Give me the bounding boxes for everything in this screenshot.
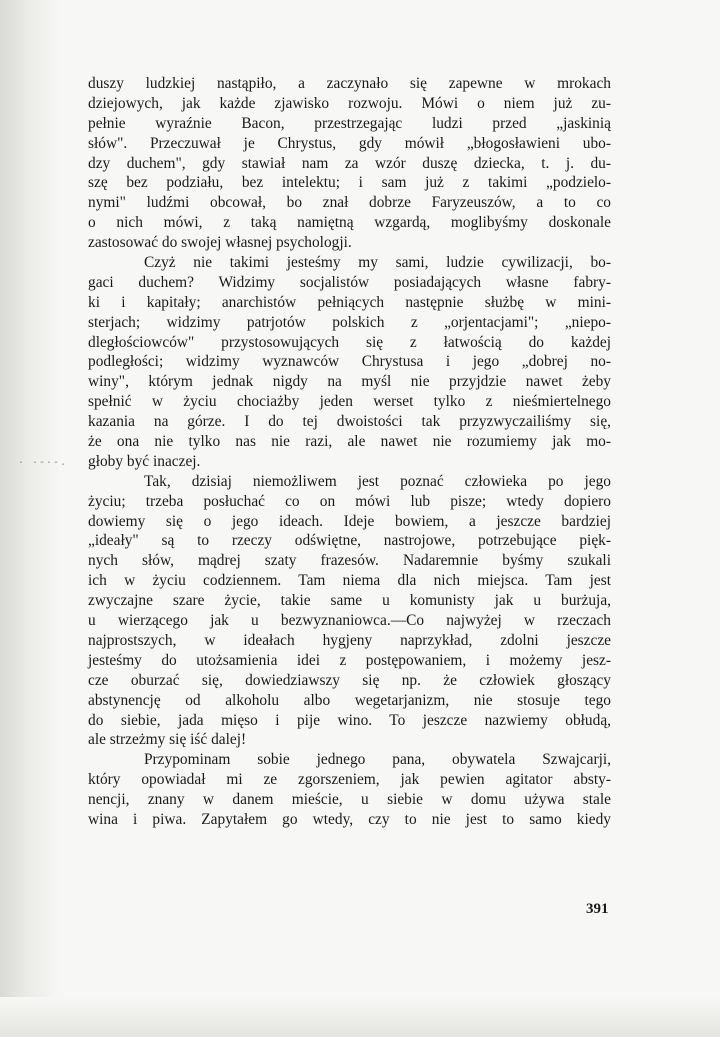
text-line: słów". Przeczuwał je Chrystus, gdy mówił „błogosławieni ubo-: [88, 134, 611, 152]
text-line: ale strzeżmy się iść dalej!: [88, 731, 247, 749]
text-line: dziejowych, jak każde zjawisko rozwoju. Mówi o niem już zu-: [88, 94, 611, 112]
binding-gutter-shadow: [0, 0, 60, 1037]
text-line: nymi" ludźmi obcował, bo znał dobrze Faryzeuszów, a to co: [88, 194, 611, 212]
text-line: Tak, dzisiaj niemożliwem jest poznać człowieka po jego: [144, 472, 611, 490]
text-line: zastosować do swojej własnej psychologji.: [88, 234, 352, 252]
text-line: ich w życiu codziennem. Tam niema dla nich miejsca. Tam jest: [88, 572, 611, 590]
text-line: „ideały" są to rzeczy odświętne, nastrojowe, potrzebujące pięk-: [88, 532, 611, 550]
text-line: abstynencję od alkoholu albo wegetarjanizm, nie stosuje tego: [88, 691, 611, 709]
page-number: 391: [586, 901, 609, 917]
text-line: u wierzącego jak u bezwyznaniowca.—Co najwyżej w rzeczach: [88, 612, 611, 630]
text-line: Przypominam sobie jednego pana, obywatela Szwajcarji,: [144, 751, 611, 769]
text-line: duszy ludzkiej nastąpiło, a zaczynało się zapewne w mrokach: [88, 75, 611, 92]
text-line: winy", którym jednak nigdy na myśl nie przyjdzie nawet żeby: [88, 373, 611, 391]
text-line: gaci duchem? Widzimy socjalistów posiadających własne fabry-: [88, 273, 611, 291]
text-line: kazania na górze. I do tej dwoistości tak przyzwyczailiśmy się,: [88, 413, 611, 431]
text-line: nencji, znany w danem mieście, u siebie w domu używa stale: [88, 791, 611, 809]
text-line: dowiemy się o jego ideach. Ideje bowiem, a jeszcze bardziej: [88, 512, 611, 530]
text-line: cze oburzać się, dowiedziawszy się np. że człowiek głoszący: [88, 671, 611, 689]
paragraph: [88, 472, 611, 750]
text-line: głoby być inaczej.: [88, 452, 201, 470]
text-line: dległościowców" przystosowujących się z łatwością do każdej: [88, 333, 611, 351]
text-line: wina i piwa. Zapytałem go wtedy, czy to nie jest to samo kiedy: [88, 810, 611, 828]
text-line: ki i kapitały; anarchistów pełniących następnie służbę w mini-: [88, 293, 611, 311]
margin-scan-marks: · ·-·-.: [18, 458, 68, 469]
text-line: podległości; widzimy wyznawców Chrystusa i jego „dobrej no-: [88, 353, 611, 371]
text-line: zwyczajne szare życie, takie same u komunisty jak u burżuja,: [88, 592, 611, 610]
paragraph: [88, 74, 611, 253]
text-line: najprostszych, w ideałach hygjeny naprzykład, zdolni jeszcze: [88, 631, 611, 649]
text-line: pełnie wyraźnie Bacon, przestrzegając ludzi przed „jaskinią: [88, 114, 611, 132]
page-bottom-shadow: [0, 997, 720, 1037]
text-line: o nich mówi, z taką namiętną wzgardą, moglibyśmy doskonale: [88, 214, 611, 232]
text-line: życiu; trzeba posłuchać co on mówi lub pisze; wtedy dopiero: [88, 492, 611, 510]
body-text: [88, 74, 611, 830]
text-line: nych słów, mądrej szaty frazesów. Nadaremnie byśmy szukali: [88, 552, 611, 570]
text-line: Czyż nie takimi jesteśmy my sami, ludzie cywilizacji, bo-: [144, 254, 611, 272]
text-line: że ona nie tylko nas nie razi, ale nawet nie rozumiemy jak mo-: [88, 433, 611, 451]
text-line: który opowiadał mi ze zgorszeniem, jak pewien agitator absty-: [88, 771, 611, 789]
text-line: sterjach; widzimy patrjotów polskich z „orjentacjami"; „niepo-: [88, 313, 611, 331]
text-line: spełnić w życiu chociażby jeden werset tylko z nieśmiertelnego: [88, 393, 611, 411]
text-line: jesteśmy do utożsamienia idei z postępowaniem, i możemy jesz-: [88, 651, 611, 669]
text-line: dzy duchem", gdy stawiał nam za wzór duszę dziecka, t. j. du-: [88, 154, 611, 172]
text-line: do siebie, jada mięso i pije wino. To jeszcze nazwiemy obłudą,: [88, 711, 611, 729]
paragraph: [88, 253, 611, 472]
text-line: szę bez podziału, bez intelektu; i sam już z takimi „podzielo-: [88, 174, 611, 192]
paragraph: [88, 750, 611, 830]
